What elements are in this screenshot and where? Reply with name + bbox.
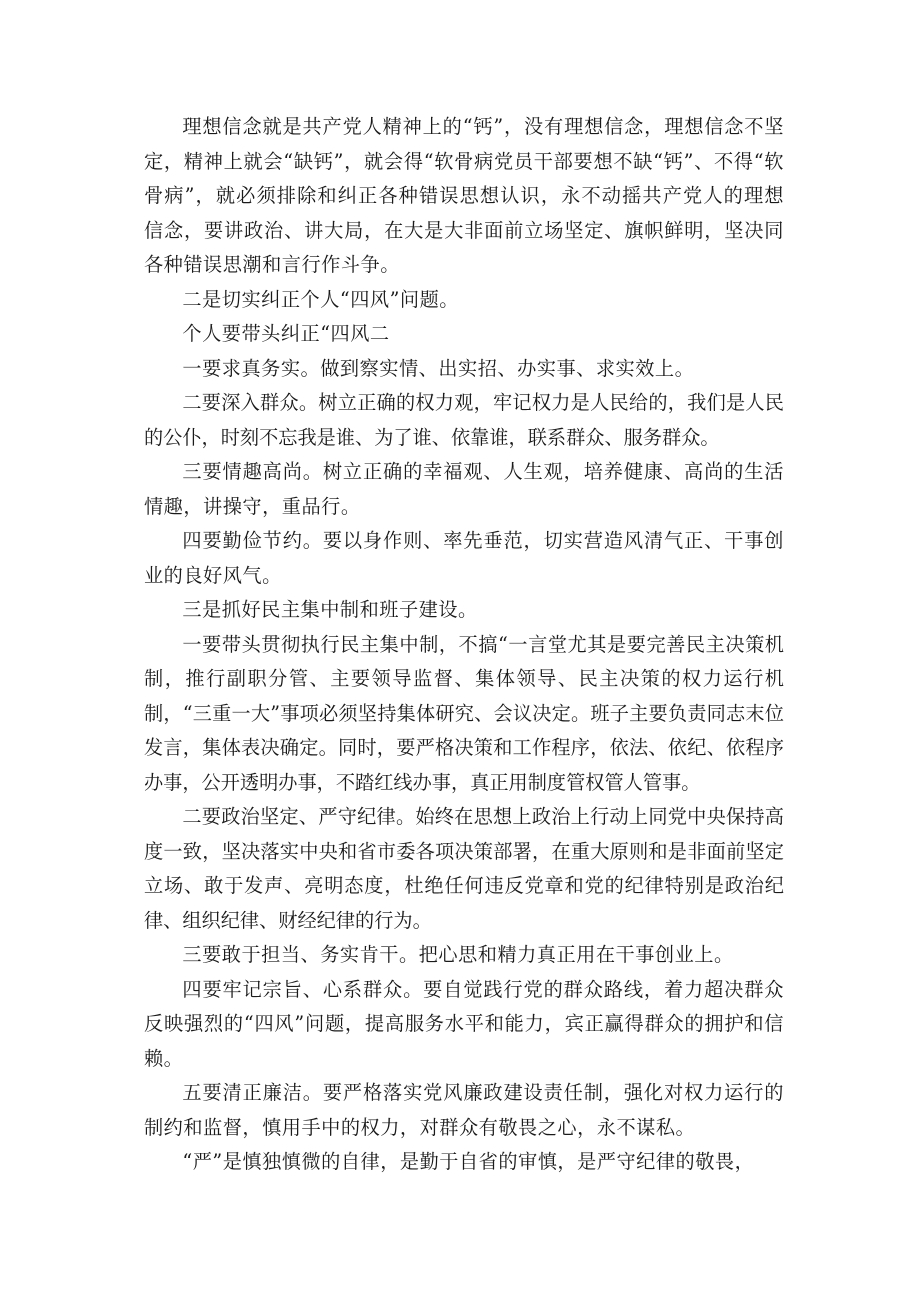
paragraph-strictness: “严”是慎独慎微的自律，是勤于自省的审慎，是严守纪律的敬畏，: [182, 1150, 755, 1173]
paragraph-democratic-centralism: 一要带头贯彻执行民主集中制，不搞“一言堂尤其是要完善民主决策机制，推行副职分管、主要领导监督、集体领导、民主决策的权力运行机制，“三重一大”事项必须坚持集体研究、会议决定。班子主要负责同志末位发言，集体表决确定。同时，要严格决策和工作程序，依法、依纪、依程序办事，公开透明办事，不踏红线办事，真正用制度管权管人管事。: [144, 632, 784, 794]
paragraph-seek-truth: 一要求真务实。做到察实情、出实招、办实事、求实效上。: [182, 356, 695, 380]
paragraph-serve-masses: 四要牢记宗旨、心系群众。要自觉践行党的群众路线，着力超决群众反映强烈的“四风”问题，提高服务水平和能力，宾正赢得群众的拥护和信赖。: [144, 977, 784, 1070]
paragraph-political-firmness: 二要政治坚定、严守纪律。始终在思想上政治上行动上同党中央保持高度一致，坚决落实中央和省市委各项决策部署，在重大原则和是非面前坚定立场、敢于发声、亮明态度，杜绝任何违反党章和党的纪律特别是政治纪律、组织纪律、财经纪律的行为。: [144, 805, 784, 932]
paragraph-take-responsibility: 三要敢于担当、务实肯干。把心思和精力真正用在干事创业上。: [182, 943, 734, 966]
paragraph-integrity: 五要清正廉洁。要严格落实党风廉政建设责任制，强化对权力运行的制约和监督，慎用手中的权力，对群众有敬畏之心，永不谋私。: [144, 1081, 784, 1139]
paragraph-noble-taste: 三要情趣高尚。树立正确的幸福观、人生观，培养健康、高尚的生活情趣，讲操守，重品行。: [144, 460, 784, 518]
paragraph-section-two-heading: 二是切实纠正个人“四风”问题。: [182, 287, 459, 311]
paragraph-go-deep-masses: 二要深入群众。树立正确的权力观，牢记权力是人民给的，我们是人民的公仆，时刻不忘我是谁、为了谁、依靠谁，联系群众、服务群众。: [144, 391, 784, 449]
paragraph-lead-correction: 个人要带头纠正“四风二: [182, 322, 390, 345]
paragraph-section-three-heading: 三是抓好民主集中制和班子建设。: [182, 598, 478, 621]
paragraph-thrift: 四要勤俭节约。要以身作则、率先垂范，切实营造风清气正、干事创业的良好风气。: [144, 529, 784, 587]
document-body: [144, 110, 784, 1180]
paragraph-ideals-faith: 理想信念就是共产党人精神上的“钙”，没有理想信念，理想信念不坚定，精神上就会“缺钙”，就会得“软骨病党员干部要想不缺“钙”、不得“软骨病”，就必须排除和纠正各种错误思想认识，永不动摇共产党人的理想信念，要讲政治、讲大局，在大是大非面前立场坚定、旗帜鲜明，坚决同各种错误思潮和言行作斗争。: [144, 115, 784, 276]
